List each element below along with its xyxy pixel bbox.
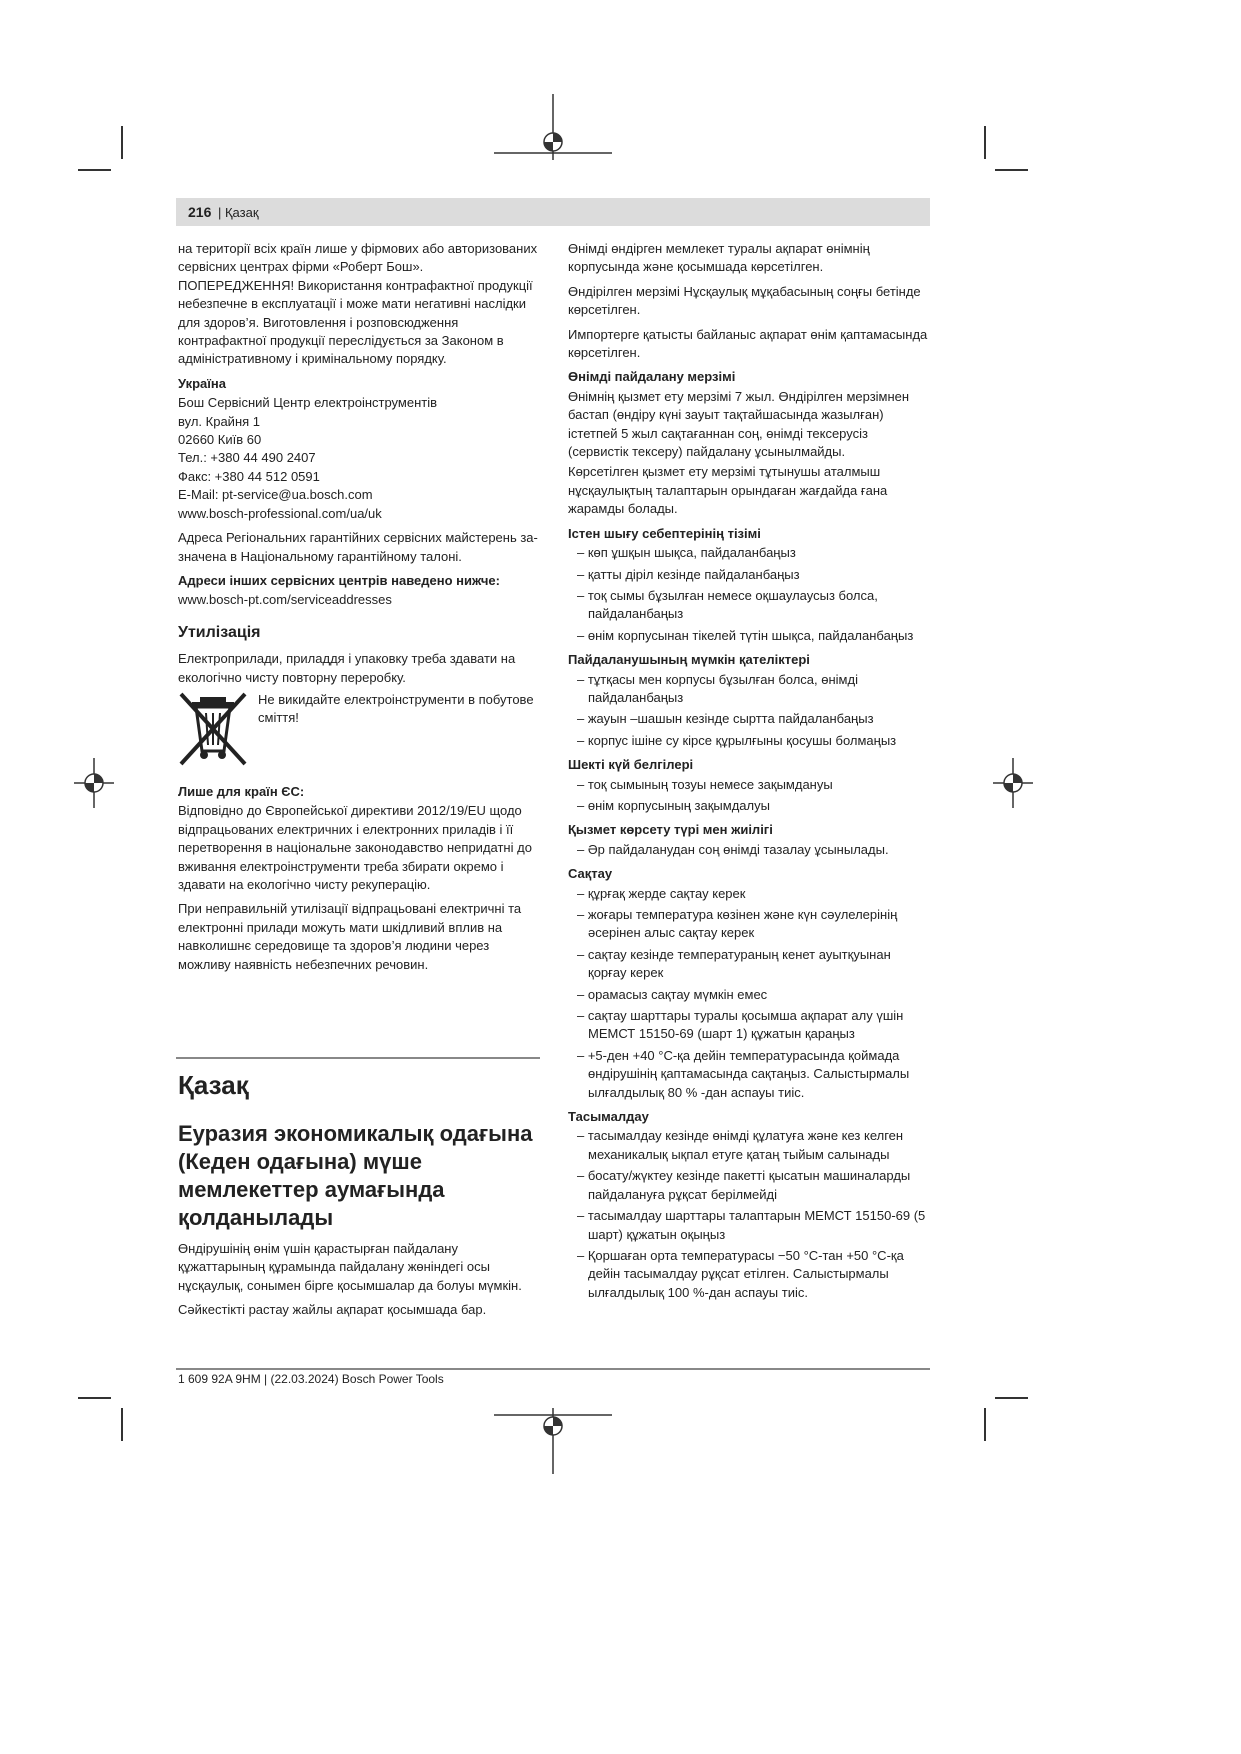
other-centers-url: www.bosch-pt.com/serviceaddresses	[178, 592, 392, 608]
list-item: – жауын –шашын кезінде сыртта пайдаланбаңыз	[577, 711, 874, 727]
life-text-2: Көрсетілген қызмет ету мерзімі тұтынушы аталмыш нұсқаулықтың талаптарын орындаған жағдайда ғана жарамды болады.	[568, 464, 888, 517]
weee-notice	[178, 691, 540, 767]
address-line: Бош Сервісний Центр електроінструментів	[178, 395, 437, 411]
list-item: – корпус ішіне су кірсе құрылғыны қосушы болмаңыз	[577, 732, 897, 748]
failure-list	[568, 544, 930, 645]
regional-note: Адреса Регіональних гарантійних сервісних майстерень за- значена в Національному гарантійному талоні.	[178, 530, 538, 564]
crop-mark	[121, 126, 123, 159]
origin-text: Өнімді өндірген мемлекет туралы ақпарат өнімнің корпусында және қосымшада көрсетілген.	[568, 241, 870, 275]
list-item: – тасымалдау шарттары талаптарын МЕМСТ 15150-69 (5 шарт) құжатын оқыңыз	[577, 1208, 926, 1242]
list-item: – өнім корпусынан тікелей түтін шықса, пайдаланбаңыз	[577, 627, 914, 643]
crop-mark	[78, 169, 111, 171]
list-item: – қатты діріл кезінде пайдаланбаңыз	[577, 566, 800, 582]
crossed-bin-icon	[178, 691, 248, 767]
section-divider	[176, 1057, 540, 1059]
registration-mark-icon	[993, 758, 1033, 808]
service-list	[568, 841, 930, 859]
crop-mark	[995, 1397, 1028, 1399]
address-block	[178, 394, 540, 523]
errors-list	[568, 671, 930, 751]
crop-mark	[995, 169, 1028, 171]
list-item: – сақтау кезінде температураның кенет ауытқуынан қорғау керек	[577, 946, 891, 981]
list-item: – тұтқасы мен корпусы бұзылған болса, өнімді пайдаланбаңыз	[577, 671, 858, 705]
address-line: E-Mail: pt-service@ua.bosch.com	[178, 487, 373, 503]
right-column	[568, 240, 930, 1308]
kazakh-title: Қазақ	[178, 1070, 249, 1100]
address-line: Факс: +380 44 512 0591	[178, 468, 320, 484]
address-line: вул. Крайня 1	[178, 413, 260, 429]
left-column	[178, 240, 540, 980]
limit-heading: Шекті күй белгілері	[568, 757, 694, 773]
registration-mark-icon	[494, 1408, 612, 1474]
list-item: – +5-ден +40 °C-қа дейін температурасында қоймада өндірушінің қаптамасында сақтаңыз. Салыстырмалы ылғалдылық 80 % -дан аспауы тиіс.	[577, 1047, 910, 1100]
crop-mark	[121, 1408, 123, 1441]
kazakh-text-1: Өндірушінің өнім үшін қарастырған пайдалану құжаттарының құрамында пайдалану жөніндегі осы нұсқаулық, сонымен бірге қосымшалар да болуы мүмкін.	[178, 1241, 522, 1293]
kazakh-subtitle: Еуразия экономикалық одағына (Кеден одағына) мүше мемлекеттер аумағында қолданылады	[178, 1121, 533, 1230]
transport-list	[568, 1127, 930, 1302]
eu-heading: Лише для країн ЄС:	[178, 783, 305, 799]
list-item: – көп ұшқын шықса, пайдаланбаңыз	[577, 545, 796, 561]
errors-heading: Пайдаланушының мүмкін қателіктері	[568, 652, 810, 668]
list-item: – тасымалдау кезінде өнімді құлатуға және кез келген механикалық ықпал етуге қатаң тыйым салынады	[577, 1128, 904, 1162]
list-item: – жоғары температура көзінен және күн сәулелерінің әсерінен алыс сақтау керек	[577, 907, 898, 941]
page-footer: 1 609 92A 9HM | (22.03.2024) Bosch Power Tools	[178, 1372, 444, 1386]
service-heading: Қызмет көрсету түрі мен жиілігі	[568, 822, 773, 838]
importer-text: Импортерге қатысты байланыс ақпарат өнім қаптамасында көрсетілген.	[568, 326, 928, 361]
address-line: Тел.: +380 44 490 2407	[178, 450, 316, 466]
ukraine-heading: Україна	[178, 375, 227, 391]
list-item: – орамасыз сақтау мүмкін емес	[577, 986, 768, 1002]
footer-divider	[176, 1368, 930, 1370]
kazakh-text-2: Сәйкестікті растау жайлы ақпарат қосымшада бар.	[178, 1302, 487, 1318]
list-item: – Қоршаған орта температурасы −50 °C-тан +50 °C-қа дейін тасымалдау рұқсат етілген. Салыстырмалы ылғалдылық 100 %-дан аспауы тиіс.	[577, 1247, 904, 1300]
address-line: www.bosch-professional.com/ua/uk	[178, 505, 382, 521]
registration-mark-icon	[74, 758, 114, 808]
list-item: – құрғақ жерде сақтау керек	[577, 885, 746, 901]
disposal-heading: Утилізація	[178, 623, 261, 641]
storage-heading: Сақтау	[568, 866, 613, 882]
intro-text: на території всіх країн лише у фірмових або авторизованих сервісних центрах фірми «Роберт Бош». ПОПЕРЕДЖЕННЯ! Використання контрафактної продукції небезпечне в експлуатації і може мати негативні наслідки для здоров’я. Виготовлення і розповсюдження контрафактної продукції переслідується за Законом в адміністративному і кримінальному порядку.	[178, 241, 538, 367]
list-item: – тоқ сымының тозуы немесе зақымдануы	[577, 776, 833, 792]
transport-heading: Тасымалдау	[568, 1109, 649, 1125]
list-item: – Әр пайдаланудан соң өнімді тазалау ұсынылады.	[577, 841, 889, 857]
list-item: – өнім корпусының зақымдалуы	[577, 797, 770, 813]
crop-mark	[984, 126, 986, 159]
storage-list	[568, 885, 930, 1102]
manufacture-date-text: Өндірілген мерзімі Нұсқаулық мұқабасының соңғы бетінде көрсетілген.	[568, 283, 921, 318]
section-label: | Қазақ	[218, 205, 259, 220]
disposal-text: Електроприлади, приладдя і упаковку треба здавати на екологічно чисту повторну переробку.	[178, 651, 516, 685]
crop-mark	[984, 1408, 986, 1441]
registration-mark-icon	[494, 94, 612, 160]
eu-text-2: При неправильній утилізації відпрацьовані електричні та електронні прилади можуть мати шкідливий вплив на навколишнє середовище та здоров’я людини через можливу наявність небезпечних речовин.	[178, 901, 522, 972]
crop-mark	[78, 1397, 111, 1399]
list-item: – сақтау шарттары туралы қосымша ақпарат алу үшін МЕМСТ 15150-69 (шарт 1) құжатын қараңыз	[577, 1008, 904, 1042]
page-header	[176, 198, 930, 226]
life-heading: Өнімді пайдалану мерзімі	[568, 369, 736, 385]
list-item: – тоқ сымы бұзылған немесе оқшаулаусыз болса, пайдаланбаңыз	[577, 587, 878, 622]
address-line: 02660 Київ 60	[178, 432, 262, 448]
page-number: 216	[188, 204, 212, 220]
failure-heading: Істен шығу себептерінің тізімі	[568, 525, 761, 541]
kazakh-intro	[178, 1070, 540, 1326]
limit-list	[568, 776, 930, 816]
life-text-1: Өнімнің қызмет ету мерзімі 7 жыл. Өндірілген мерзімнен бастап (өндіру күні зауыт тақтайшасында жазылған) істетпей 5 жыл сақтағаннан соң, өнімді тексерусіз (сервистік тексеру) пайдалану ұсынылмайды.	[568, 388, 910, 460]
list-item: – босату/жүктеу кезінде пакетті қысатын машиналарды пайдалануға рұқсат берілмейді	[577, 1168, 911, 1202]
weee-text: Не викидайте електроінструменти в побутове сміття!	[258, 691, 534, 726]
other-centers-heading: Адреси інших сервісних центрів наведено нижче:	[178, 572, 500, 588]
eu-text-1: Відповідно до Європейської директиви 2012/19/EU щодо відпрацьованих електричних і електронних приладів і її перетворення в національне законодавство непридатні до вживання електроінструменти треба збирати окремо і здавати на екологічно чисту рекуперацію.	[178, 803, 532, 892]
